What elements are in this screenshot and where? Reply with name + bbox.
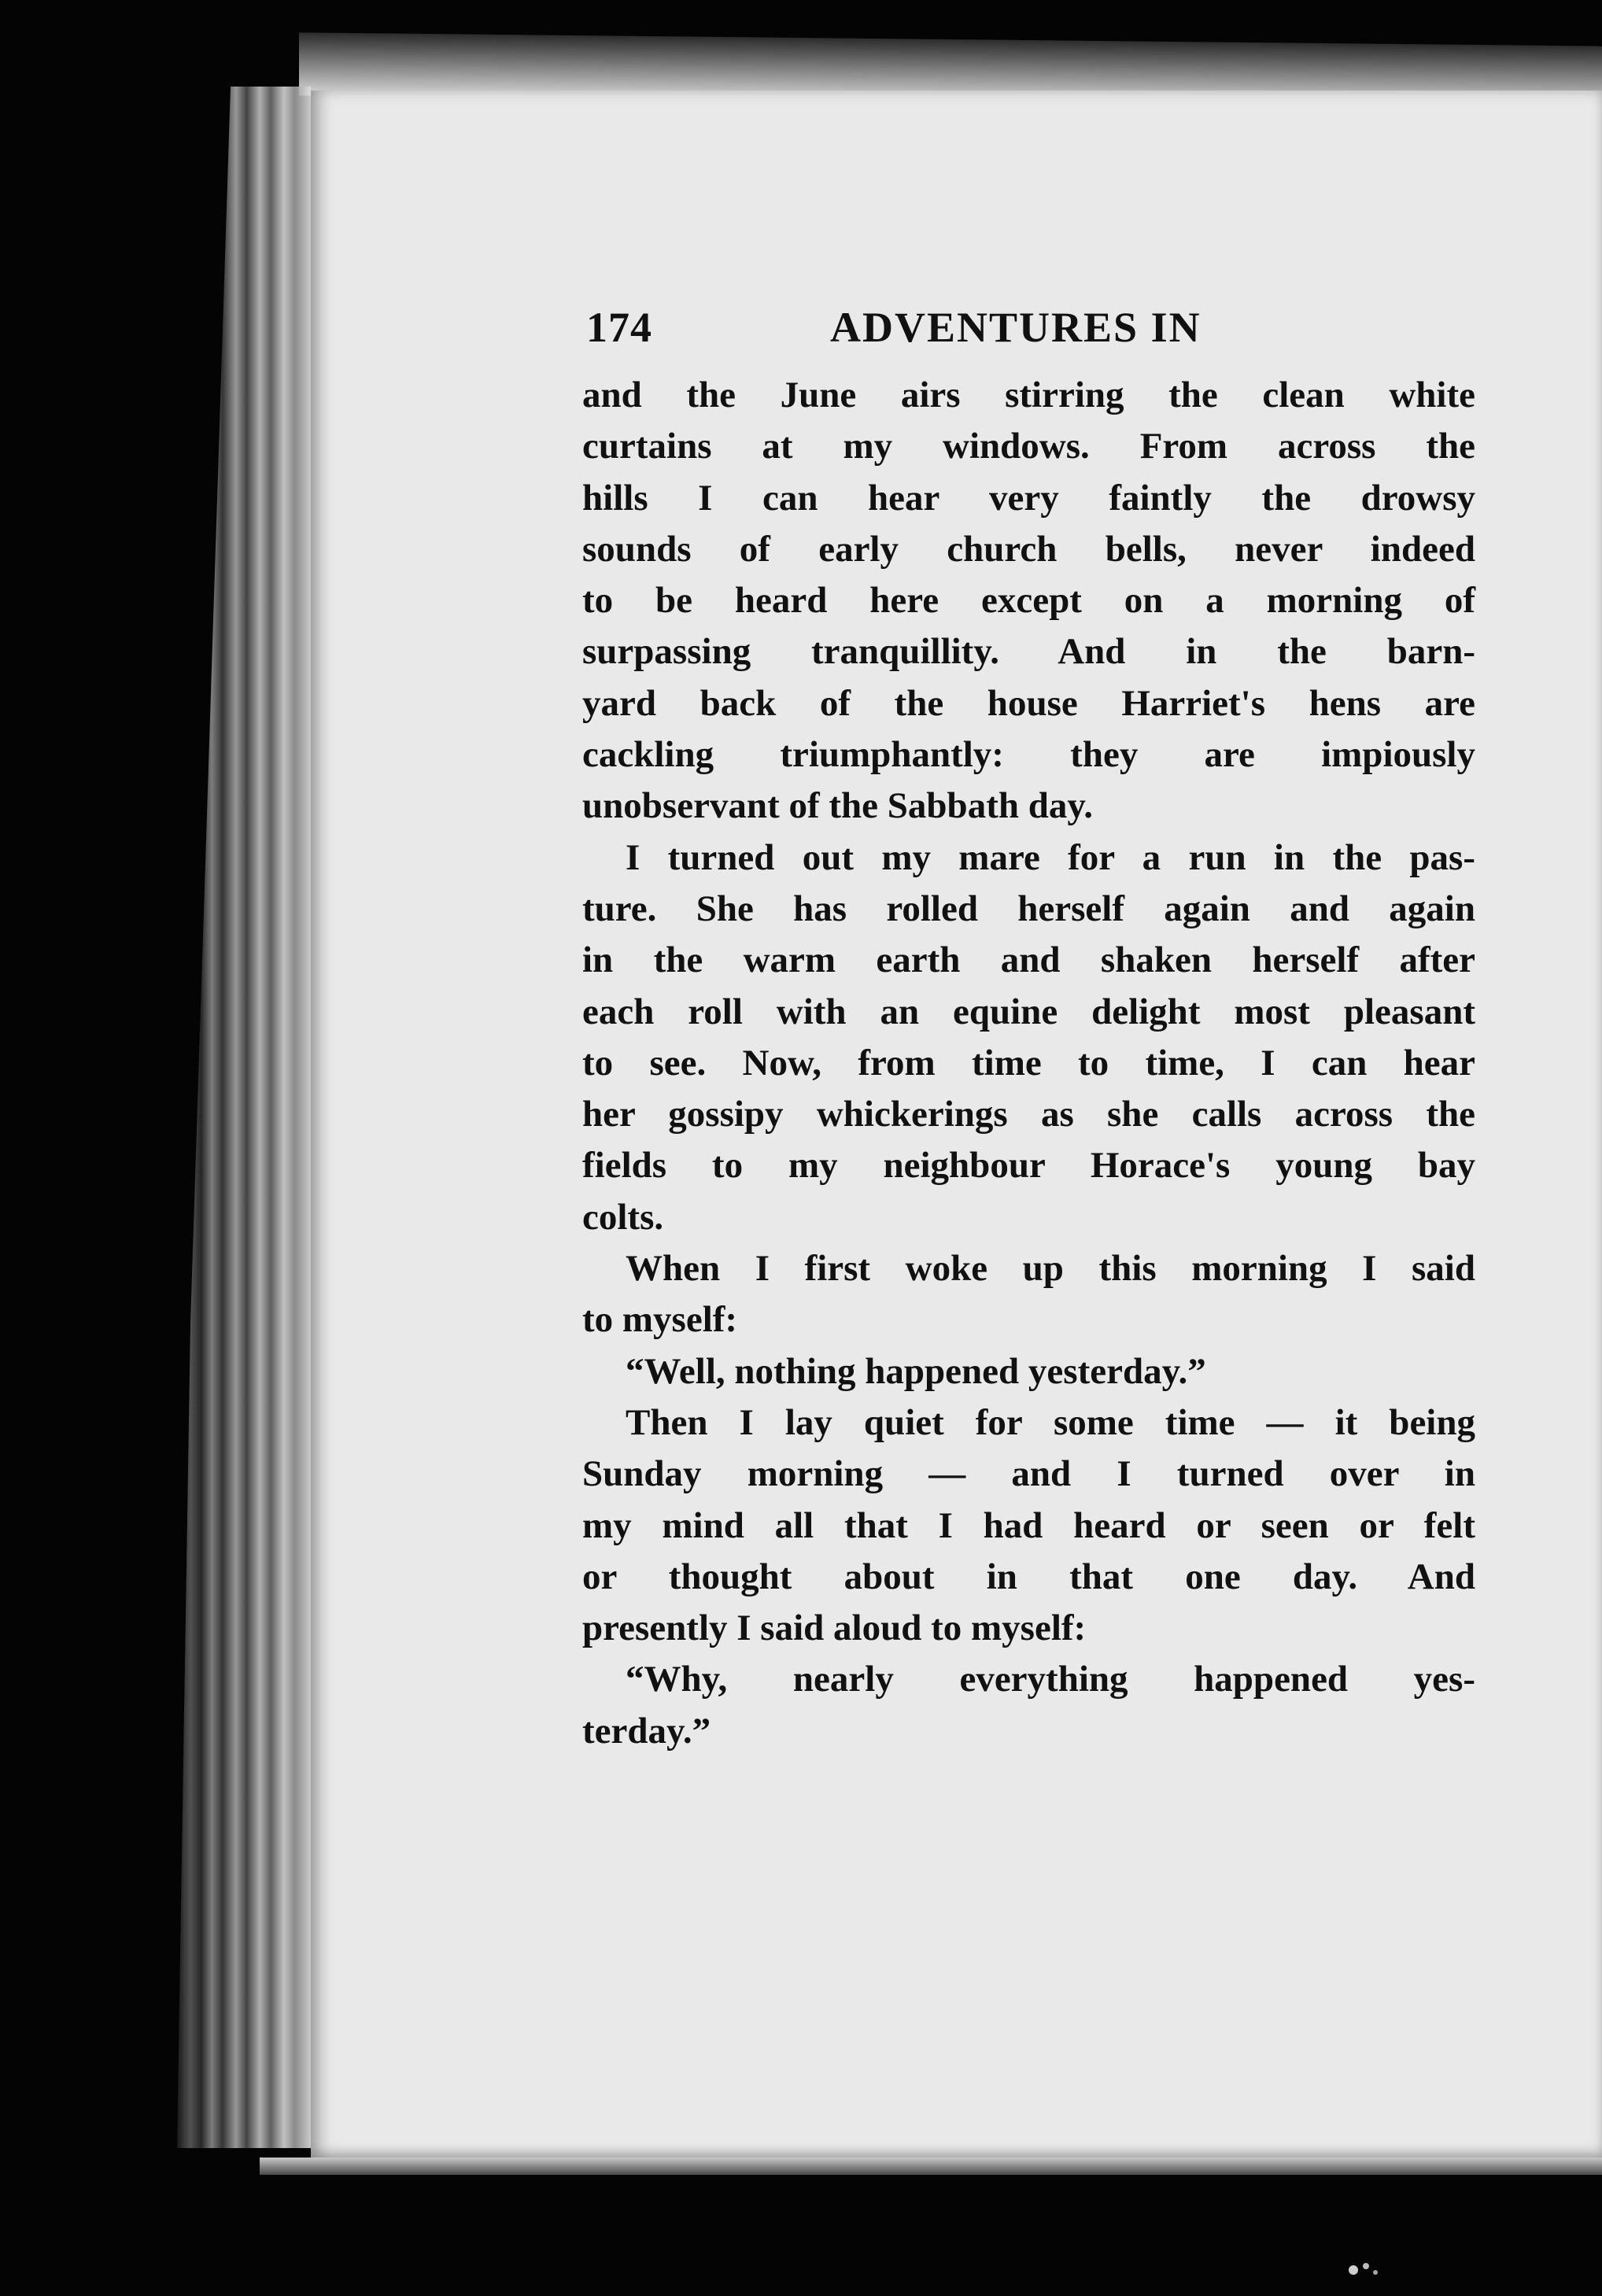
page-number: 174 — [586, 304, 652, 351]
text-line: her gossipy whickerings as she calls across the — [582, 1094, 1475, 1135]
text-line: presently I said aloud to myself: — [582, 1608, 1087, 1649]
body-text — [582, 370, 1475, 1757]
text-line: ture. She has rolled herself again and again — [582, 888, 1475, 929]
text-line: colts. — [582, 1196, 664, 1238]
text-line: terday.” — [582, 1710, 711, 1752]
text-line: and the June airs stirring the clean white — [582, 375, 1475, 415]
book-bottom-edge — [260, 2158, 1602, 2175]
text-line: cackling triumphantly: they are impiously — [582, 734, 1475, 776]
text-line: “Well, nothing happened yesterday.” — [626, 1350, 1206, 1392]
text-line: fields to my neighbour Horace's young bay — [582, 1145, 1475, 1187]
paragraph — [582, 370, 1475, 832]
text-line: my mind all that I had heard or seen or felt — [582, 1504, 1475, 1546]
text-line: “Why, nearly everything happened yes- — [626, 1659, 1475, 1700]
scan-specks — [1338, 2250, 1401, 2282]
text-line: to myself: — [582, 1299, 738, 1341]
text-line: curtains at my windows. From across the — [582, 426, 1475, 467]
text-line: to be heard here except on a morning of — [582, 580, 1475, 622]
paragraph — [582, 1243, 1475, 1346]
book-page-edges — [177, 87, 311, 2148]
paragraph — [582, 1346, 1475, 1397]
text-line: hills I can hear very faintly the drowsy — [582, 477, 1475, 519]
paragraph — [582, 1654, 1475, 1757]
paragraph — [582, 1397, 1475, 1654]
running-title: ADVENTURES IN — [830, 304, 1202, 351]
text-line: unobservant of the Sabbath day. — [582, 785, 1094, 827]
running-head — [586, 303, 1499, 358]
text-line: in the warm earth and shaken herself after — [582, 939, 1475, 981]
text-line: each roll with an equine delight most pleasant — [582, 991, 1475, 1032]
text-line: or thought about in that one day. And — [582, 1556, 1475, 1597]
text-line: yard back of the house Harriet's hens are — [582, 682, 1475, 724]
text-line: Sunday morning — and I turned over in — [582, 1453, 1475, 1495]
paragraph — [582, 832, 1475, 1243]
text-line: I turned out my mare for a run in the pas- — [626, 836, 1475, 878]
text-line: to see. Now, from time to time, I can hear — [582, 1042, 1475, 1083]
text-line: sounds of early church bells, never indeed — [582, 528, 1475, 570]
text-line: surpassing tranquillity. And in the barn- — [582, 631, 1475, 673]
text-line: When I first woke up this morning I said — [626, 1248, 1475, 1290]
text-line: Then I lay quiet for some time — it being — [626, 1401, 1475, 1443]
